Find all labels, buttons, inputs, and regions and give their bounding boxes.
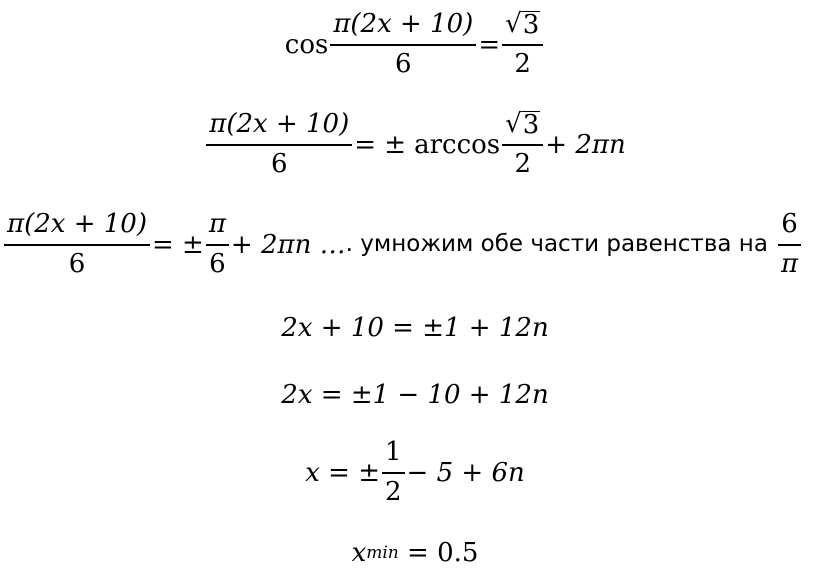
equals-plus-minus: = ± <box>151 229 204 260</box>
denominator: 2 <box>514 148 531 179</box>
fraction-pi-over-6 <box>206 210 229 280</box>
fraction-lhs <box>206 110 352 180</box>
equation-7 <box>0 540 830 566</box>
radicand: 3 <box>522 10 540 40</box>
equation-text: 2x + 10 = ±1 + 12n <box>281 313 549 343</box>
fraction-one-half <box>382 438 405 508</box>
equation-6 <box>0 438 830 508</box>
variable-x: x <box>351 538 367 568</box>
numerator: π(2x + 10) <box>4 210 150 246</box>
denominator: 2 <box>514 48 531 79</box>
fraction-rhs <box>502 110 543 180</box>
comment-text: . умножим обе части равенства на <box>345 231 768 258</box>
numerator: 6 <box>778 210 801 246</box>
numerator: π(2x + 10) <box>206 110 352 146</box>
term-tail: + 2πn … <box>230 229 346 260</box>
sqrt-numerator <box>502 10 543 46</box>
radicand: 3 <box>522 110 540 140</box>
denominator: 6 <box>270 148 288 179</box>
denominator: 6 <box>68 248 86 279</box>
numerator: π(2x + 10) <box>330 10 476 46</box>
equals-sign: = <box>478 29 501 60</box>
equation-3 <box>4 210 830 280</box>
denominator: 6 <box>209 248 226 279</box>
term-tail: − 5 + 6n <box>406 457 525 488</box>
denominator: 6 <box>395 48 412 79</box>
fraction-rhs <box>502 10 543 80</box>
arccos-function: arccos <box>414 129 501 160</box>
subscript-min: min <box>366 543 399 563</box>
sqrt <box>505 11 540 39</box>
equation-2 <box>0 110 830 180</box>
radical-icon: √ <box>505 109 522 139</box>
lhs-text: x = ± <box>305 457 380 488</box>
radical-icon: √ <box>505 9 522 39</box>
fraction-lhs <box>330 10 476 80</box>
denominator: 2 <box>385 476 402 507</box>
sqrt-numerator <box>502 110 543 146</box>
fraction-lhs <box>4 210 150 280</box>
equals-plus-minus: = ± <box>354 129 407 160</box>
cos-function: cos <box>284 29 329 60</box>
term-tail: + 2πn <box>545 129 626 160</box>
sqrt <box>505 111 540 139</box>
numerator: 1 <box>382 438 405 474</box>
equation-5 <box>0 382 830 408</box>
equation-4 <box>0 315 830 341</box>
numerator: π <box>206 210 229 246</box>
denominator: π <box>780 248 799 279</box>
equation-1 <box>0 10 830 80</box>
fraction-6-over-pi <box>778 210 801 280</box>
result-value: = 0.5 <box>398 538 479 568</box>
equation-text: 2x = ±1 − 10 + 12n <box>281 380 549 410</box>
